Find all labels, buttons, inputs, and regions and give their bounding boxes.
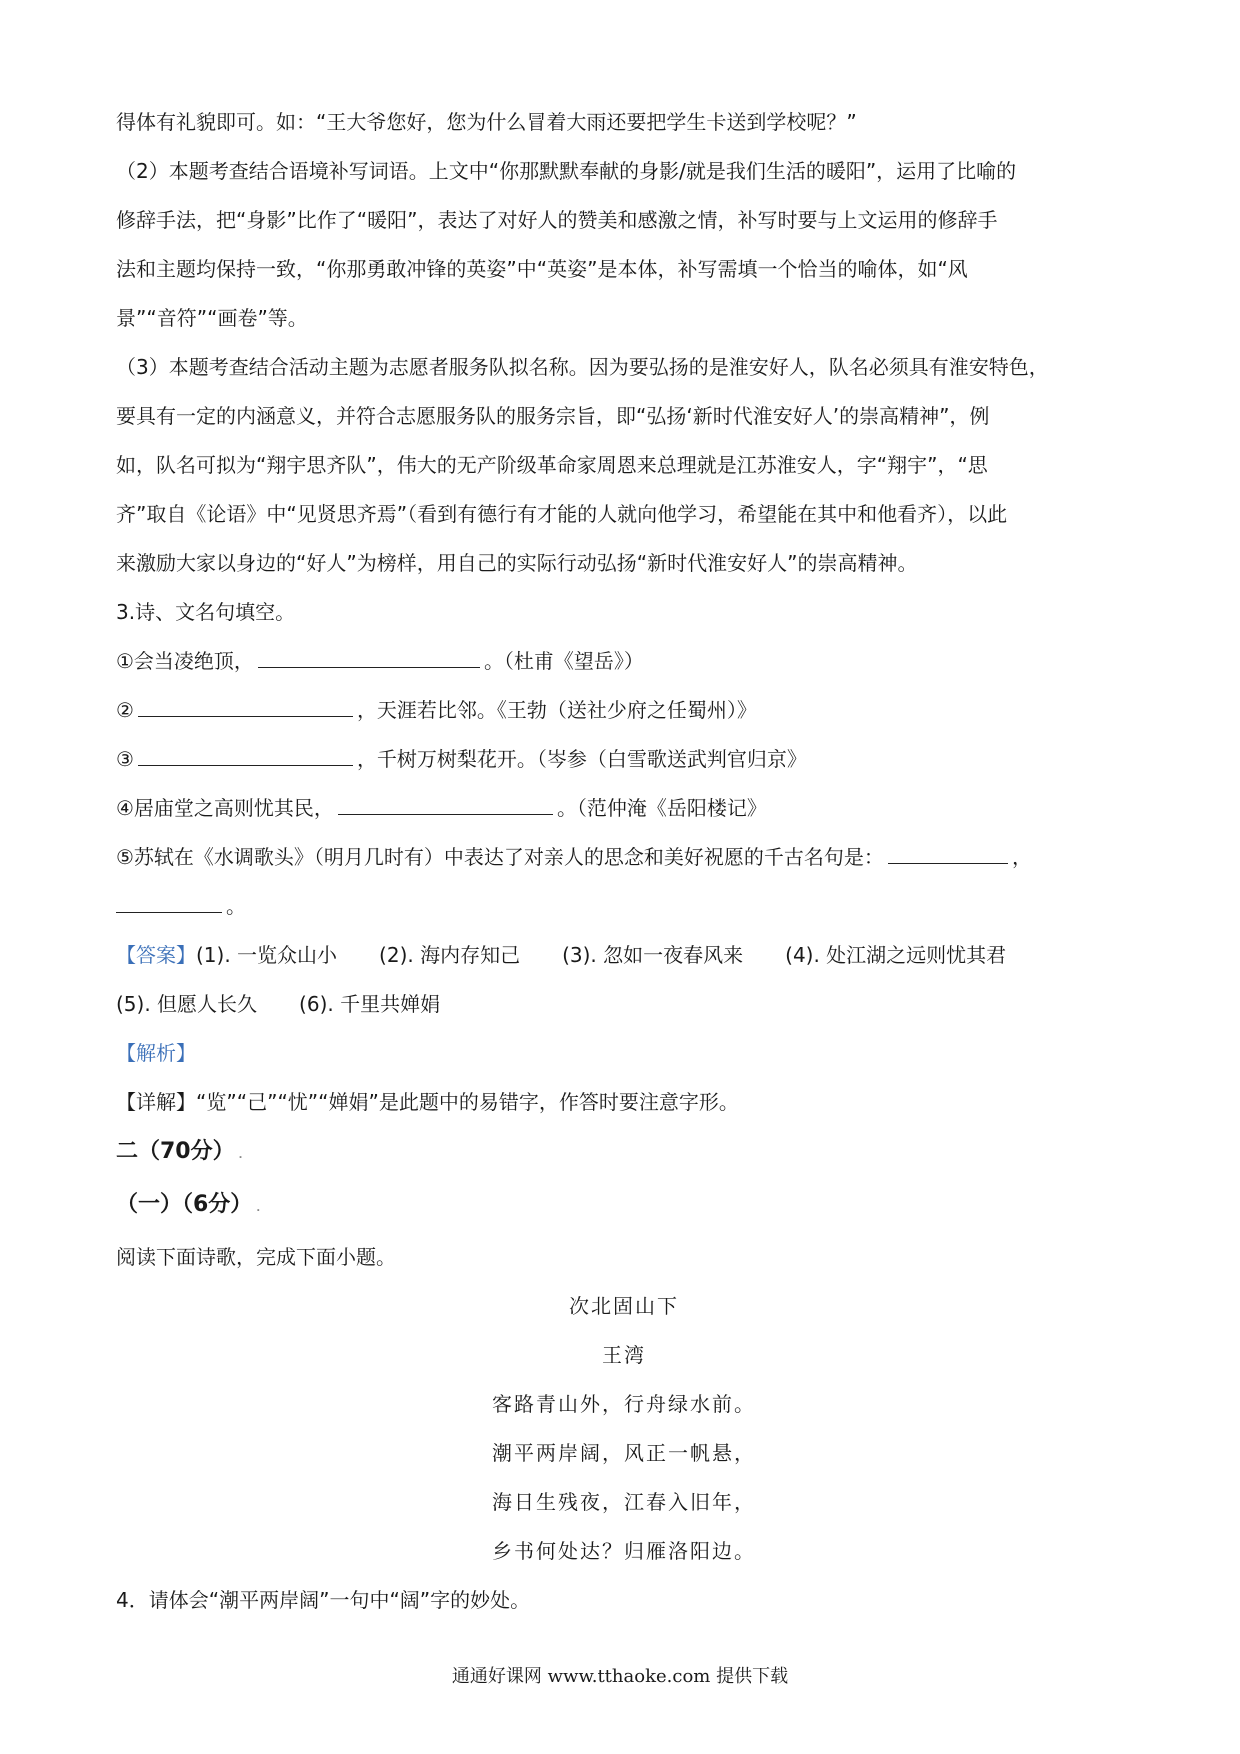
answer-tag: 【答案】 [116, 943, 196, 967]
q5-blank-b [116, 886, 222, 913]
q2-suffix: ，天涯若比邻。《王勃（送社少府之任蜀州）》 [356, 698, 757, 722]
paragraph-q3-line2: 要具有一定的内涵意义，并符合志愿服务队的服务宗旨，即“弘扬‘新时代淮安好人’的崇高精神”，例 [116, 404, 990, 428]
paragraph-answer-example: 得体有礼貌即可。如：“王大爷您好，您为什么冒着大雨还要把学生卡送到学校呢？” [116, 110, 857, 134]
answer-item: (2). 海内存知己 [379, 943, 521, 967]
question3-item4 [116, 784, 1132, 833]
section2-subtitle [116, 1180, 1132, 1233]
q1-suffix: 。（杜甫《望岳》） [483, 649, 644, 673]
question3-item1 [116, 637, 1132, 686]
question4: 4．请体会“潮平两岸阔”一句中“阔”字的妙处。 [116, 1588, 531, 1612]
paragraph-q3-line4: 齐”取自《论语》中“见贤思齐焉”（看到有德行有才能的人就向他学习，希望能在其中和他看齐），以此 [116, 502, 1008, 526]
answer-row-2 [116, 980, 1132, 1029]
dot-mark: . [256, 1203, 261, 1214]
q3-blank [138, 739, 353, 766]
answer-item: (4). 处江湖之远则忧其君 [785, 943, 1007, 967]
answer-item: (6). 千里共婵娟 [299, 992, 441, 1016]
paragraph-q3-line3: 如，队名可拟为“翔宇思齐队”，伟大的无产阶级革命家周恩来总理就是江苏淮安人，字“翔宇”，“思 [116, 453, 988, 477]
analysis-detail: 【详解】“览”“己”“忧”“婵娟”是此题中的易错字，作答时要注意字形。 [116, 1090, 739, 1114]
q4-suffix: 。（范仲淹《岳阳楼记》 [556, 796, 767, 820]
q1-prefix: ①会当凌绝顶， [116, 649, 254, 673]
dot-mark: . [238, 1150, 243, 1161]
q5-prefix: ⑤苏轼在《水调歌头》（明月几时有）中表达了对亲人的思念和美好祝愿的千古名句是： [116, 845, 884, 869]
section2-title-text: 二（70分） [116, 1139, 235, 1164]
answer-item: (5). 但愿人长久 [116, 992, 258, 1016]
question3-item5 [116, 833, 1132, 931]
paragraph-q3-line1: （3）本题考查结合活动主题为志愿者服务队拟名称。因为要弘扬的是淮安好人，队名必须具有淮安特色， [116, 355, 1049, 379]
poem-line: 客路青山外，行舟绿水前。 [492, 1392, 756, 1416]
q3-suffix: ，千树万树梨花开。（岑参（白雪歌送武判官归京》 [356, 747, 807, 771]
poem-line: 海日生残夜，江春入旧年， [492, 1490, 756, 1514]
paragraph-q2-line1: （2）本题考查结合语境补写词语。上文中“你那默默奉献的身影/就是我们生活的暖阳”，运用了比喻的 [116, 159, 1017, 183]
section2-subtitle-text: （一）（6分） [116, 1192, 253, 1217]
question3-item3 [116, 735, 1132, 784]
q5-mid: ， [1011, 845, 1032, 869]
reading-instruction: 阅读下面诗歌，完成下面小题。 [116, 1245, 396, 1269]
poem-title: 次北固山下 [569, 1294, 679, 1318]
q3-prefix: ③ [116, 747, 134, 771]
poem-line: 乡书何处达？归雁洛阳边。 [492, 1539, 756, 1563]
document-content [116, 98, 1132, 1625]
poem-line: 潮平两岸阔，风正一帆悬， [492, 1441, 756, 1465]
paragraph-q2-line2: 修辞手法，把“身影”比作了“暖阳”，表达了对好人的赞美和感激之情，补写时要与上文运用的修辞手 [116, 208, 998, 232]
q5-blank-a [888, 837, 1008, 864]
paragraph-q2-line4: 景”“音符”“画卷”等。 [116, 306, 308, 330]
q1-blank [258, 641, 480, 668]
analysis-tag: 【解析】 [116, 1041, 196, 1065]
paragraph-q3-line5: 来激励大家以身边的“好人”为榜样，用自己的实际行动弘扬“新时代淮安好人”的崇高精神。 [116, 551, 918, 575]
answer-row [116, 931, 1132, 980]
answer-item: (3). 忽如一夜春风来 [562, 943, 744, 967]
q4-prefix: ④居庙堂之高则忧其民， [116, 796, 334, 820]
q5-suffix: 。 [226, 894, 246, 918]
q2-blank [138, 690, 353, 717]
page-footer: 通通好课网 www.tthaoke.com 提供下载 [451, 1666, 789, 1687]
question3-title: 3.诗、文名句填空。 [116, 600, 296, 624]
answer-item: (1). 一览众山小 [196, 943, 338, 967]
q2-prefix: ② [116, 698, 134, 722]
poem-author: 王湾 [602, 1343, 646, 1367]
section2-title [116, 1127, 1132, 1180]
paragraph-q2-line3: 法和主题均保持一致，“你那勇敢冲锋的英姿”中“英姿”是本体，补写需填一个恰当的喻体，如“风 [116, 257, 968, 281]
q4-blank [338, 788, 553, 815]
question3-item2 [116, 686, 1132, 735]
